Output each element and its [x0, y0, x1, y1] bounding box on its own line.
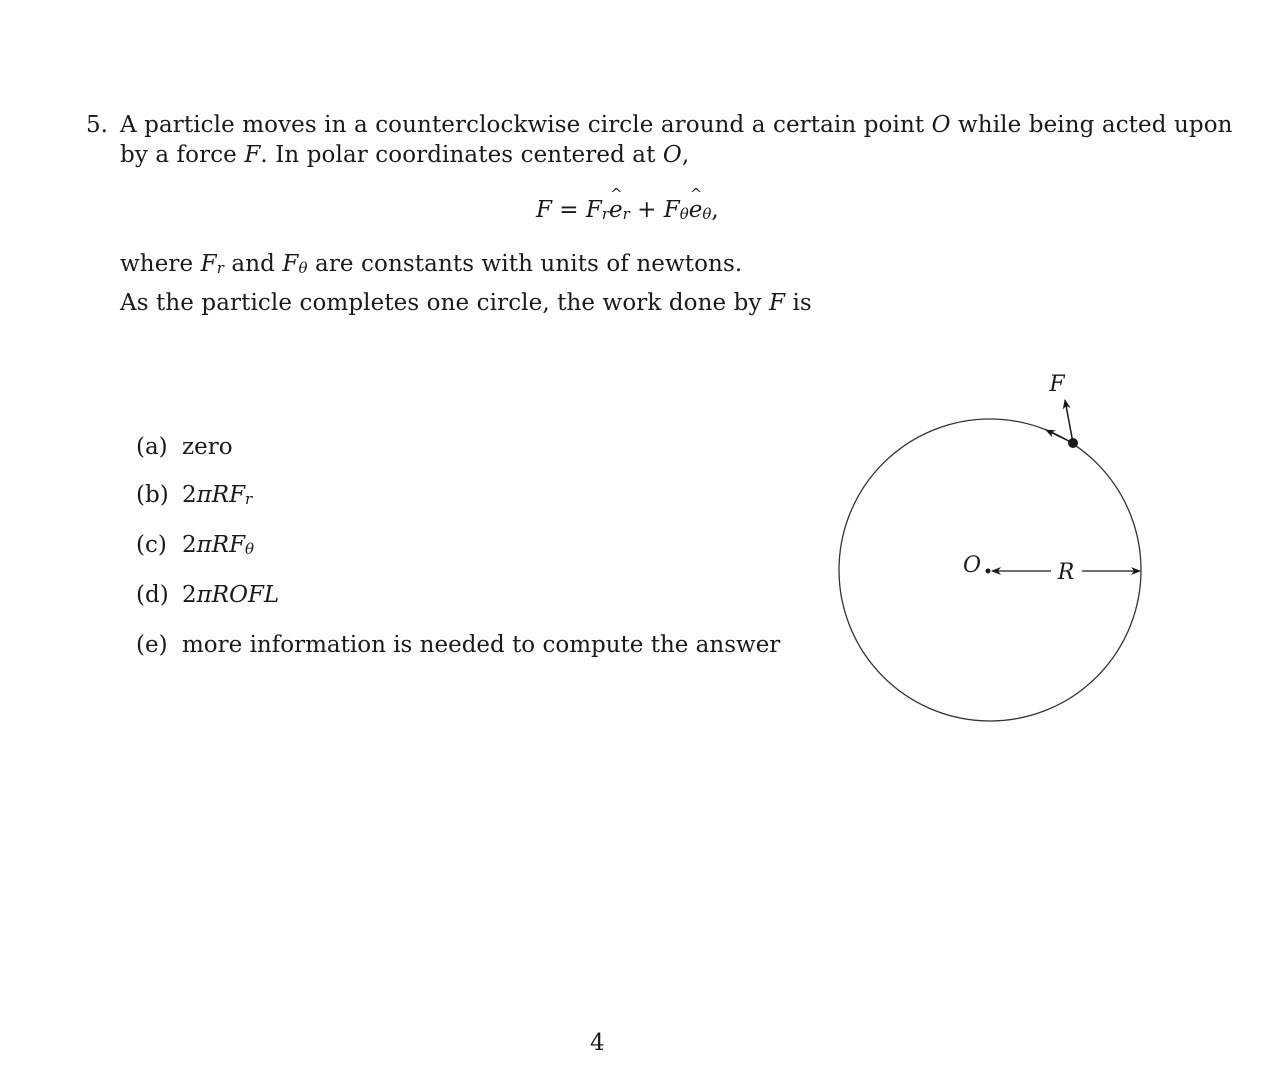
line4-tail: is	[792, 290, 812, 316]
choice-c[interactable]	[136, 532, 254, 558]
choice-text: more information is needed to compute the answer	[182, 632, 781, 658]
center-point	[986, 569, 991, 574]
choice-var: RF	[211, 482, 246, 508]
line3-c: are constants with units of newtons.	[315, 251, 743, 277]
force-arrow	[1065, 400, 1073, 443]
var-O: O	[662, 142, 682, 168]
eq-lhs: F	[536, 197, 552, 223]
choice-label: (d)	[136, 582, 169, 608]
choice-pi: π	[196, 482, 212, 508]
choice-sub: θ	[245, 540, 255, 558]
eq-tail: ,	[711, 197, 719, 223]
var-Fr-sub: r	[216, 259, 224, 277]
var-F: F	[768, 290, 786, 316]
choice-var: RF	[211, 532, 246, 558]
circle-diagram	[820, 360, 1160, 730]
question-line-1	[120, 112, 1233, 138]
choice-e[interactable]	[136, 632, 780, 658]
var-O: O	[931, 112, 951, 138]
var-Fr: F	[200, 251, 217, 277]
question-line-2-tail: ,	[681, 142, 690, 168]
var-Ftheta: F	[282, 251, 299, 277]
choice-b[interactable]	[136, 482, 252, 508]
line3-a: where	[120, 251, 194, 277]
eq-term1-esub: r	[622, 205, 630, 223]
choice-label: (a)	[136, 434, 168, 460]
eq-term2-F: F	[663, 197, 680, 223]
force-equation	[536, 197, 719, 223]
eq-term2-unit-vector: ^ e	[689, 197, 703, 223]
force-label: F	[1049, 372, 1065, 397]
eq-equals: =	[559, 197, 579, 223]
choice-a[interactable]	[136, 434, 233, 460]
question-number: 5.	[86, 112, 108, 138]
choice-prefix: 2	[182, 532, 197, 558]
question-line-1-tail: while being acted upon	[958, 112, 1233, 138]
choice-pi: π	[196, 532, 212, 558]
line4-text: As the particle completes one circle, the work done by	[120, 290, 762, 316]
choice-sub: r	[245, 490, 253, 508]
choice-prefix: 2	[182, 582, 197, 608]
radius-label: R	[1057, 560, 1075, 585]
var-F: F	[244, 142, 261, 168]
eq-term1-sub: r	[601, 205, 610, 223]
choice-prefix: 2	[182, 482, 197, 508]
question-line-1-text: A particle moves in a counterclockwise circle around a certain point	[120, 112, 925, 138]
eq-term2-sub: θ	[679, 205, 689, 223]
eq-term1-unit-vector: ^ e	[609, 197, 623, 223]
choice-pi: π	[196, 582, 212, 608]
question-line-3	[120, 251, 742, 277]
var-Ftheta-sub: θ	[298, 259, 308, 277]
choice-label: (c)	[136, 532, 167, 558]
choice-label: (e)	[136, 632, 168, 658]
choice-label: (b)	[136, 482, 169, 508]
question-line-2	[120, 142, 689, 168]
eq-term2-esub: θ	[702, 205, 712, 223]
choice-d[interactable]	[136, 582, 279, 608]
page-number: 4	[590, 1030, 605, 1056]
question-line-4	[120, 290, 812, 316]
choice-text: zero	[182, 434, 233, 460]
eq-plus: +	[637, 197, 657, 223]
question-line-2-mid: . In polar coordinates centered at	[260, 142, 656, 168]
choice-var: ROFL	[211, 582, 280, 608]
question-line-2-text: by a force	[120, 142, 237, 168]
line3-b: and	[231, 251, 275, 277]
eq-term1-F: F	[585, 197, 602, 223]
tangent-arrow	[1046, 430, 1073, 443]
center-label: O	[962, 553, 982, 578]
